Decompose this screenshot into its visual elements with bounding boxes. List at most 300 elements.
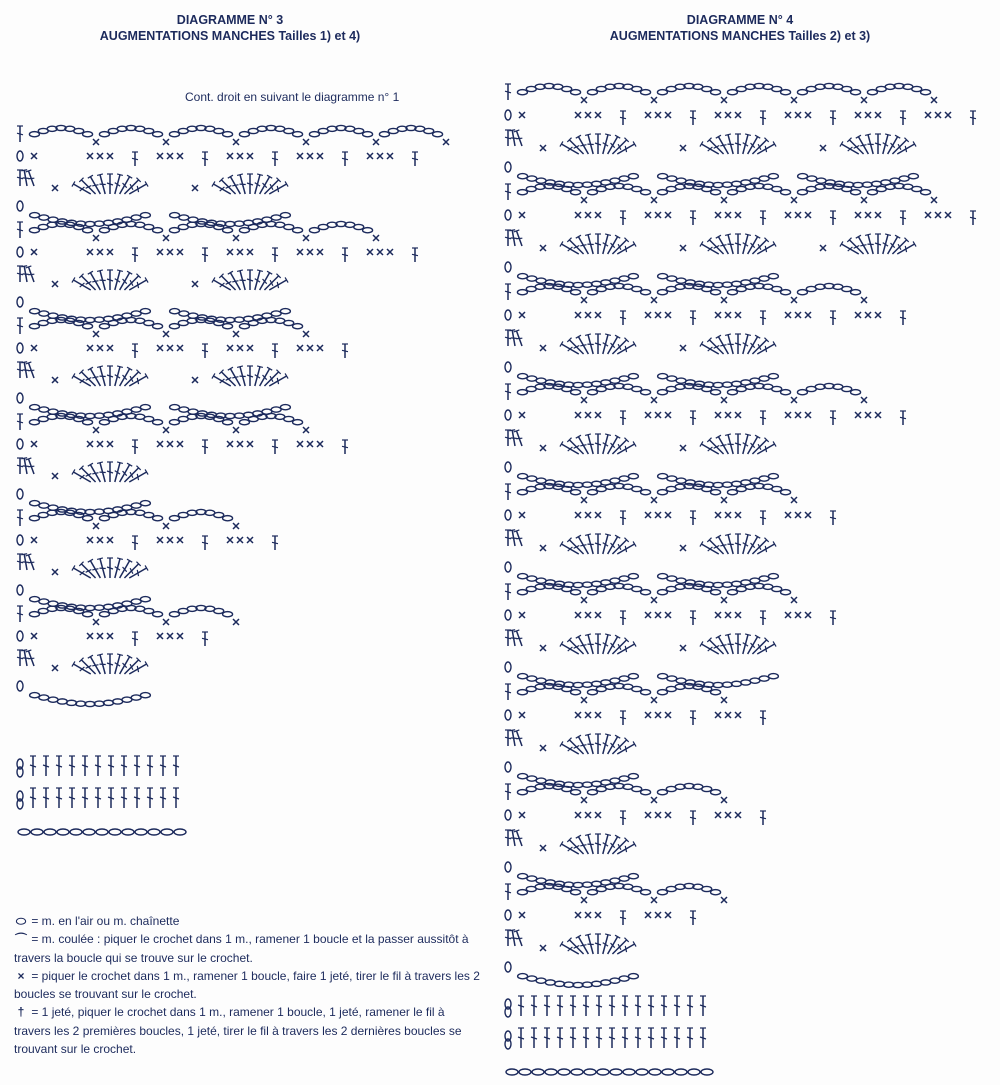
chain-stitch-mark: [153, 228, 163, 233]
chain-stitch-mark: [573, 182, 583, 187]
foundation-chain-mark: [506, 1069, 518, 1075]
chain-stitch-mark: [140, 501, 150, 506]
single-crochet-mark: [795, 412, 801, 418]
double-crochet-bar: [202, 542, 208, 543]
double-crochet-bar: [17, 561, 23, 563]
single-crochet-mark: [651, 197, 657, 203]
double-crochet-mark: [247, 174, 253, 194]
double-crochet-bar: [17, 177, 23, 179]
double-crochet-bar: [568, 846, 573, 852]
double-crochet-mark: [560, 541, 580, 556]
double-crochet-mark: [342, 344, 348, 358]
double-crochet-bar: [580, 543, 586, 548]
single-crochet-mark: [715, 712, 721, 718]
double-crochet-mark: [635, 1028, 641, 1048]
single-crochet-mark: [715, 312, 721, 318]
double-crochet-mark: [700, 241, 720, 256]
single-crochet-mark: [721, 397, 727, 403]
double-crochet-bar: [720, 343, 726, 348]
chain-stitch-mark: [591, 881, 601, 886]
chain-stitch-mark: [713, 682, 723, 687]
chain-stitch-mark: [591, 281, 601, 286]
turning-chain-mark: [505, 962, 511, 972]
single-crochet-mark: [31, 249, 37, 255]
double-crochet-mark: [900, 111, 906, 125]
turning-chain-mark: [17, 439, 23, 449]
single-crochet-mark: [233, 331, 239, 337]
double-crochet-bar: [505, 791, 511, 793]
double-crochet-bar: [830, 417, 836, 418]
double-crochet-mark: [121, 756, 127, 776]
single-crochet-mark: [97, 249, 103, 255]
chain-stitch-mark: [641, 790, 651, 795]
chain-stitch-mark: [545, 980, 555, 985]
single-crochet-mark: [855, 212, 861, 218]
single-crochet-mark: [540, 145, 546, 151]
double-crochet-mark: [970, 111, 976, 125]
single-crochet-mark: [655, 412, 661, 418]
single-crochet-mark: [785, 212, 791, 218]
chain-stitch-mark: [39, 215, 49, 220]
double-crochet-mark: [616, 941, 636, 956]
double-crochet-mark: [272, 152, 278, 166]
single-crochet-mark: [107, 249, 113, 255]
double-crochet-bar: [720, 643, 726, 648]
double-crochet-bar: [262, 183, 268, 188]
single-crochet-mark: [167, 633, 173, 639]
double-crochet-mark: [505, 284, 511, 300]
double-crochet-mark: [690, 411, 696, 425]
double-crochet-bar: [276, 378, 281, 384]
chain-stitch-mark: [676, 678, 686, 683]
double-crochet-mark: [107, 174, 113, 194]
chain-stitch-mark: [628, 174, 638, 179]
single-crochet-mark: [645, 412, 651, 418]
double-crochet-mark: [69, 756, 75, 776]
double-crochet-bar: [580, 643, 586, 648]
single-crochet-mark: [97, 537, 103, 543]
double-crochet-mark: [17, 222, 23, 238]
chain-stitch-mark: [131, 407, 141, 412]
chain-stitch-mark: [30, 309, 40, 314]
double-crochet-top: [605, 934, 611, 936]
foundation-chain-mark: [662, 1069, 674, 1075]
chain-stitch-mark: [271, 407, 281, 412]
double-crochet-mark: [212, 373, 232, 388]
double-crochet-mark: [875, 134, 881, 154]
single-crochet-mark: [157, 633, 163, 639]
chain-stitch-mark: [234, 413, 244, 418]
double-crochet-bar: [890, 143, 896, 148]
double-crochet-mark: [620, 811, 626, 825]
double-crochet-bar: [624, 846, 629, 852]
single-crochet-mark: [519, 712, 525, 718]
double-crochet-bar: [610, 243, 616, 248]
chain-stitch-mark: [591, 981, 601, 986]
single-crochet-mark: [157, 345, 163, 351]
single-crochet-mark: [585, 412, 591, 418]
double-crochet-mark: [760, 411, 766, 425]
double-crochet-bar: [860, 143, 866, 148]
single-crochet-mark: [725, 412, 731, 418]
single-crochet-mark: [581, 97, 587, 103]
chain-stitch-mark: [536, 678, 546, 683]
double-crochet-mark: [202, 632, 208, 646]
double-crochet-bar: [505, 937, 511, 939]
chain-stitch-mark: [610, 578, 620, 583]
single-crochet-mark: [237, 153, 243, 159]
single-crochet-mark: [665, 112, 671, 118]
chain-stitch-mark: [851, 390, 861, 395]
single-crochet-mark: [87, 537, 93, 543]
double-crochet-bar: [505, 737, 511, 739]
chain-stitch-mark: [676, 278, 686, 283]
single-crochet-mark: [875, 312, 881, 318]
double-crochet-mark: [272, 344, 278, 358]
single-crochet-mark: [865, 412, 871, 418]
double-crochet-mark: [560, 241, 580, 256]
chain-stitch-mark: [711, 90, 721, 95]
double-crochet-mark: [518, 996, 524, 1016]
single-crochet-mark: [297, 153, 303, 159]
double-crochet-mark: [596, 1028, 602, 1048]
double-crochet-bar: [92, 183, 98, 188]
single-crochet-mark: [107, 153, 113, 159]
double-crochet-bar: [276, 282, 281, 288]
single-crochet-mark: [52, 377, 58, 383]
double-crochet-mark: [17, 650, 23, 666]
chain-stitch-mark: [851, 290, 861, 295]
double-crochet-mark: [173, 788, 179, 808]
single-crochet-mark: [227, 249, 233, 255]
chain-stitch-mark: [610, 678, 620, 683]
chain-stitch-mark: [536, 478, 546, 483]
single-crochet-mark: [665, 312, 671, 318]
turning-chain-mark: [505, 362, 511, 372]
double-crochet-bar: [17, 657, 23, 659]
chain-stitch-mark: [781, 290, 791, 295]
single-crochet-mark: [935, 112, 941, 118]
chain-stitch-mark: [619, 576, 629, 581]
double-crochet-bar: [708, 446, 713, 452]
double-crochet-mark: [760, 711, 766, 725]
double-crochet-bar: [610, 343, 616, 348]
chain-stitch-icon: ⬭: [15, 914, 27, 928]
double-crochet-mark: [505, 430, 511, 446]
double-crochet-bar: [690, 917, 696, 918]
single-crochet-mark: [575, 512, 581, 518]
single-crochet-mark: [651, 597, 657, 603]
chain-stitch-mark: [711, 590, 721, 595]
chain-stitch-mark: [921, 90, 931, 95]
chain-stitch-mark: [293, 420, 303, 425]
chain-stitch-mark: [153, 420, 163, 425]
double-crochet-top: [605, 234, 611, 236]
single-crochet-mark: [925, 212, 931, 218]
chain-stitch-mark: [722, 382, 732, 387]
double-crochet-mark: [212, 181, 232, 196]
double-crochet-bar: [708, 146, 713, 152]
chain-stitch-mark: [759, 476, 769, 481]
single-crochet-mark: [167, 441, 173, 447]
single-crochet-mark: [237, 249, 243, 255]
chain-stitch-mark: [573, 682, 583, 687]
double-crochet-bar: [690, 417, 696, 418]
double-crochet-mark: [17, 554, 23, 570]
double-crochet-bar: [760, 217, 766, 218]
chain-stitch-mark: [610, 978, 620, 983]
single-crochet-mark: [651, 797, 657, 803]
single-crochet-mark: [575, 412, 581, 418]
single-crochet-mark: [865, 112, 871, 118]
chain-stitch-mark: [76, 605, 86, 610]
single-crochet-mark: [791, 497, 797, 503]
double-crochet-mark: [505, 930, 511, 946]
double-crochet-bar: [412, 158, 418, 159]
double-crochet-bar: [580, 443, 586, 448]
double-crochet-mark: [531, 996, 537, 1016]
single-crochet-mark: [645, 612, 651, 618]
double-crochet-top: [97, 366, 103, 368]
double-crochet-bar: [505, 191, 511, 193]
single-crochet-mark: [595, 212, 601, 218]
single-crochet-mark: [192, 185, 198, 191]
single-crochet-mark: [665, 712, 671, 718]
chain-stitch-mark: [216, 413, 226, 418]
chain-stitch-mark: [39, 311, 49, 316]
single-crochet-mark: [585, 112, 591, 118]
chain-stitch-mark: [225, 413, 235, 418]
double-crochet-mark: [17, 458, 23, 474]
chain-stitch-mark: [153, 516, 163, 521]
double-crochet-bar: [232, 279, 238, 284]
double-crochet-mark: [595, 334, 601, 354]
foundation-chain-mark: [57, 829, 69, 835]
chain-stitch-mark: [582, 582, 592, 587]
double-crochet-bar: [830, 517, 836, 518]
single-crochet-mark: [192, 281, 198, 287]
double-crochet-mark: [132, 248, 138, 262]
double-crochet-top: [585, 834, 591, 836]
single-crochet-mark: [715, 112, 721, 118]
foundation-chain-mark: [519, 1069, 531, 1075]
double-crochet-mark: [875, 234, 881, 254]
single-crochet-mark: [805, 112, 811, 118]
single-crochet-mark: [367, 153, 373, 159]
double-crochet-mark: [505, 630, 511, 646]
double-crochet-mark: [620, 611, 626, 625]
double-crochet-mark: [635, 996, 641, 1016]
legend-item-chain: [14, 912, 484, 930]
double-crochet-top: [745, 534, 751, 536]
chain-stitch-mark: [39, 695, 49, 700]
chain-stitch-mark: [641, 90, 651, 95]
chain-stitch-mark: [750, 378, 760, 383]
single-crochet-mark: [163, 139, 169, 145]
turning-chain-mark: [505, 310, 511, 320]
turning-chain-mark: [505, 910, 511, 920]
chain-stitch-mark: [582, 982, 592, 987]
chain-stitch-mark: [518, 774, 528, 779]
single-crochet-mark: [373, 139, 379, 145]
double-crochet-bar: [760, 617, 766, 618]
single-crochet-mark: [680, 345, 686, 351]
single-crochet-mark: [645, 712, 651, 718]
double-crochet-mark: [596, 996, 602, 1016]
single-crochet-mark: [31, 153, 37, 159]
double-crochet-bar: [830, 317, 836, 318]
double-crochet-mark: [557, 1028, 563, 1048]
single-crochet-mark: [665, 512, 671, 518]
single-crochet-mark: [540, 545, 546, 551]
single-crochet-mark: [785, 412, 791, 418]
chain-stitch-mark: [536, 978, 546, 983]
double-crochet-mark: [661, 1028, 667, 1048]
single-crochet-mark: [665, 812, 671, 818]
double-crochet-mark: [342, 440, 348, 454]
single-crochet-mark: [177, 345, 183, 351]
double-crochet-mark: [505, 784, 511, 800]
single-crochet-mark: [31, 441, 37, 447]
foundation-chain-mark: [675, 1069, 687, 1075]
single-crochet-mark: [540, 745, 546, 751]
chain-stitch-mark: [94, 221, 104, 226]
double-crochet-bar: [122, 375, 128, 380]
single-crochet-mark: [585, 312, 591, 318]
single-crochet-mark: [651, 97, 657, 103]
turning-chain-mark: [17, 631, 23, 641]
double-crochet-bar: [708, 546, 713, 552]
single-crochet-mark: [791, 197, 797, 203]
double-crochet-mark: [595, 134, 601, 154]
double-crochet-mark: [268, 181, 288, 196]
double-crochet-mark: [132, 344, 138, 358]
double-crochet-mark: [690, 911, 696, 925]
turning-chain-mark: [505, 162, 511, 172]
double-crochet-bar: [505, 637, 511, 639]
single-crochet-mark: [52, 569, 58, 575]
double-crochet-mark: [570, 996, 576, 1016]
double-crochet-mark: [505, 530, 511, 546]
double-crochet-bar: [760, 517, 766, 518]
single-crochet-mark: [595, 112, 601, 118]
double-crochet-mark: [132, 440, 138, 454]
double-crochet-mark: [108, 788, 114, 808]
chain-stitch-mark: [711, 390, 721, 395]
single-crochet-mark: [680, 145, 686, 151]
double-crochet-bar: [610, 743, 616, 748]
diagram-4-title: DIAGRAMME N° 4: [686, 13, 794, 27]
single-crochet-mark: [163, 331, 169, 337]
foundation-chain-mark: [636, 1069, 648, 1075]
single-crochet-mark: [177, 249, 183, 255]
single-crochet-mark: [519, 912, 525, 918]
double-crochet-mark: [128, 181, 148, 196]
single-crochet-mark: [595, 612, 601, 618]
single-crochet-mark: [721, 97, 727, 103]
chain-stitch-mark: [153, 132, 163, 137]
double-crochet-bar: [620, 917, 626, 918]
double-crochet-bar: [136, 570, 141, 576]
double-crochet-bar: [760, 417, 766, 418]
double-crochet-bar: [122, 183, 128, 188]
chain-stitch-mark: [85, 701, 95, 706]
double-crochet-bar: [690, 517, 696, 518]
foundation-chain-mark: [135, 829, 147, 835]
chain-stitch-mark: [527, 576, 537, 581]
double-crochet-bar: [272, 350, 278, 351]
chain-stitch-mark: [619, 376, 629, 381]
double-crochet-bar: [970, 117, 976, 118]
double-crochet-mark: [17, 606, 23, 622]
chain-stitch-mark: [582, 282, 592, 287]
chain-stitch-mark: [234, 317, 244, 322]
single-crochet-mark: [875, 212, 881, 218]
single-crochet-mark: [163, 619, 169, 625]
double-crochet-top: [97, 558, 103, 560]
double-crochet-bar: [132, 542, 138, 543]
double-crochet-mark: [202, 344, 208, 358]
double-crochet-mark: [72, 565, 92, 580]
foundation-chain-mark: [174, 829, 186, 835]
single-crochet-mark: [715, 612, 721, 618]
double-crochet-top: [745, 434, 751, 436]
legend-text-slip: = m. coulée : piquer le crochet dans 1 m., ramener 1 boucle et la passer aussitôt à travers la boucle qui se trouve sur le crochet.: [14, 932, 469, 965]
chain-stitch-mark: [591, 181, 601, 186]
turning-chain-mark: [17, 201, 23, 211]
single-crochet-mark: [303, 331, 309, 337]
double-crochet-mark: [840, 241, 860, 256]
double-crochet-top: [117, 654, 123, 656]
double-crochet-bar: [505, 491, 511, 493]
single-crochet-mark: [31, 633, 37, 639]
single-crochet-mark: [163, 427, 169, 433]
double-crochet-bar: [848, 246, 853, 252]
double-crochet-bar: [690, 117, 696, 118]
single-crochet-mark: [307, 441, 313, 447]
chain-stitch-mark: [573, 282, 583, 287]
chain-stitch-mark: [518, 874, 528, 879]
double-crochet-mark: [756, 541, 776, 556]
double-crochet-bar: [760, 117, 766, 118]
chain-stitch-mark: [851, 190, 861, 195]
chain-stitch-mark: [871, 181, 881, 186]
double-crochet-mark: [505, 684, 511, 700]
single-crochet-mark: [715, 412, 721, 418]
double-crochet-mark: [674, 1028, 680, 1048]
single-crochet-mark: [575, 312, 581, 318]
chain-stitch-mark: [527, 976, 537, 981]
double-crochet-mark: [756, 441, 776, 456]
turning-chain-mark: [505, 410, 511, 420]
chain-stitch-mark: [527, 376, 537, 381]
double-crochet-mark: [674, 996, 680, 1016]
double-crochet-mark: [700, 141, 720, 156]
chain-stitch-mark: [223, 516, 233, 521]
chain-stitch-mark: [225, 317, 235, 322]
single-crochet-mark: [655, 312, 661, 318]
double-crochet-top: [237, 366, 243, 368]
chain-stitch-mark: [536, 878, 546, 883]
foundation-chain-mark: [44, 829, 56, 835]
double-crochet-bar: [720, 243, 726, 248]
chain-stitch-mark: [433, 132, 443, 137]
chain-stitch-mark: [781, 490, 791, 495]
chain-stitch-mark: [768, 474, 778, 479]
double-crochet-bar: [132, 158, 138, 159]
single-crochet-mark: [163, 235, 169, 241]
single-crochet-mark: [317, 345, 323, 351]
